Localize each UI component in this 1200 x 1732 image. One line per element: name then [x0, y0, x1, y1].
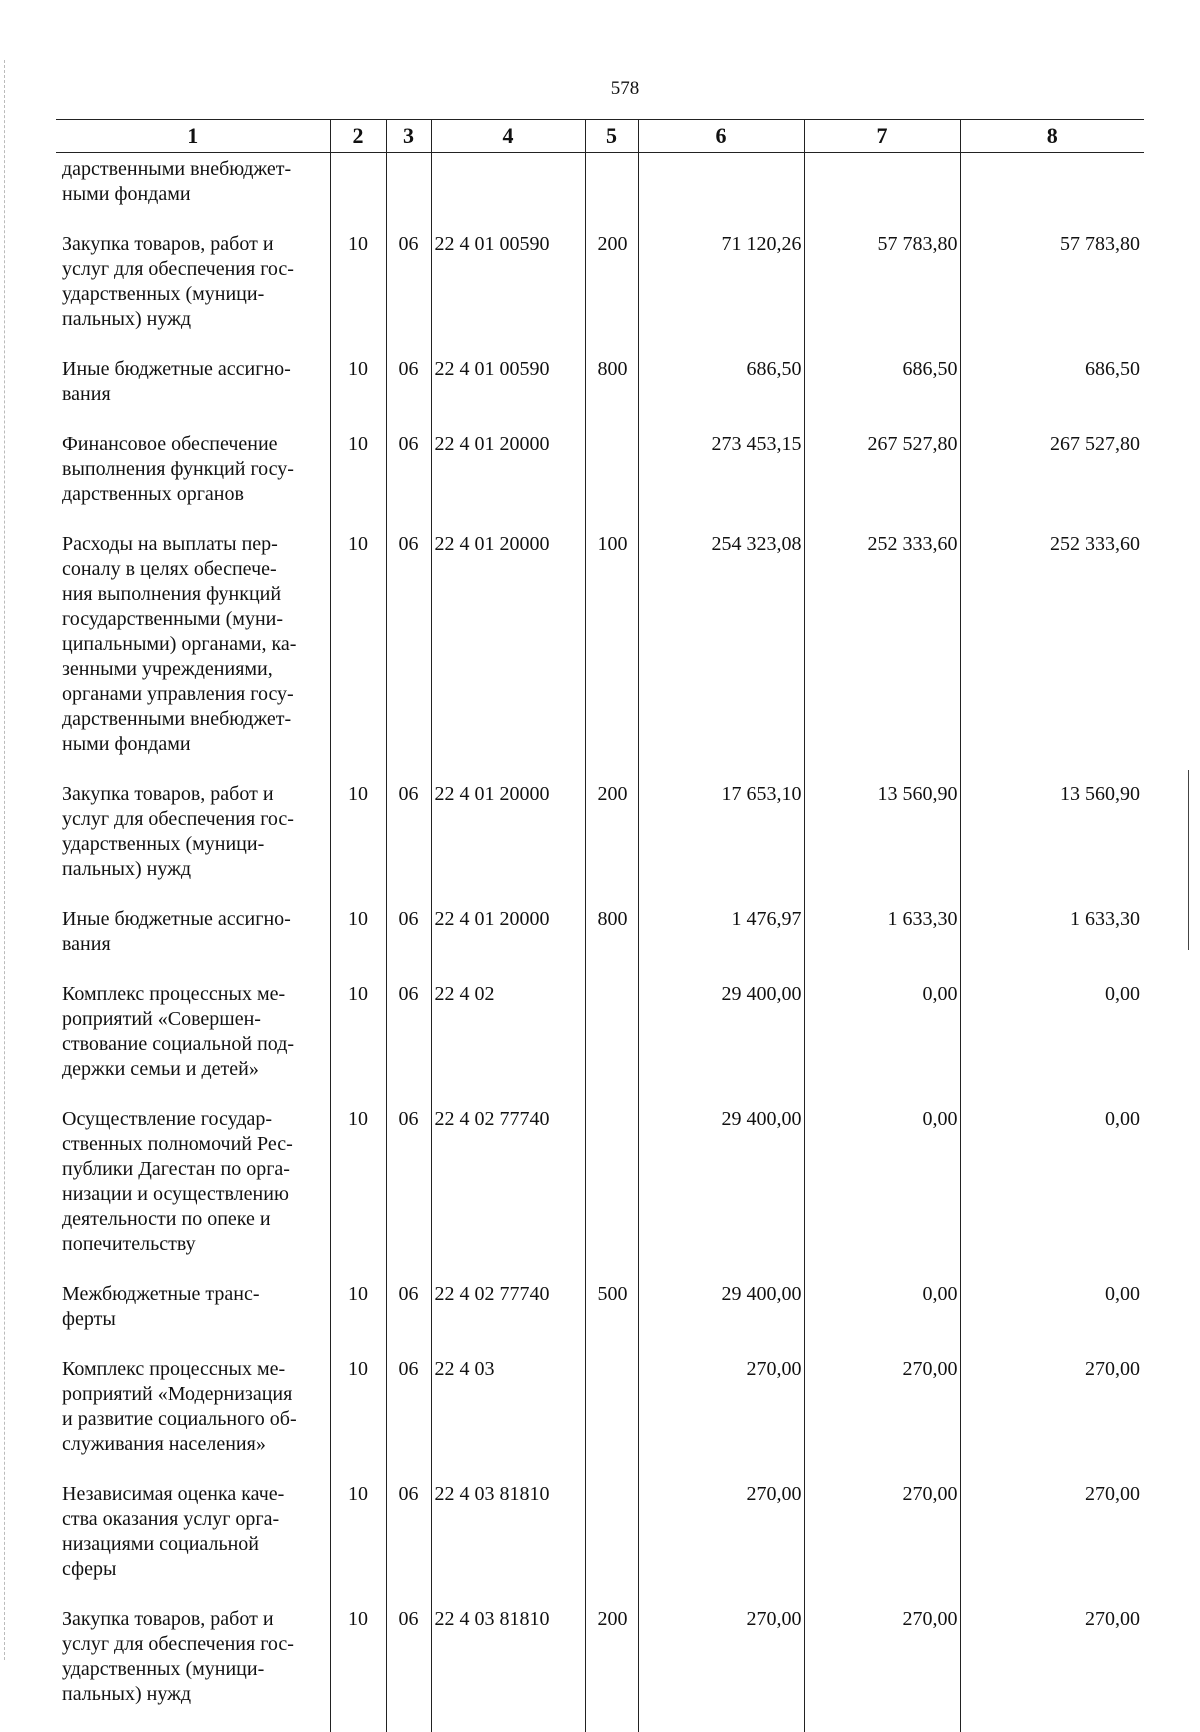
table-row: [56, 532, 1144, 782]
header-col-7: 7: [804, 120, 960, 153]
row-value-6: 270,00: [638, 1482, 804, 1607]
row-name: дарственными внебюджет- ными фондами: [62, 158, 292, 205]
row-subsection: 06: [386, 907, 431, 982]
row-target-code: 22 4 02 77740: [431, 1282, 585, 1357]
row-value-6: 29 400,00: [638, 982, 804, 1107]
row-target-code: 22 4 01 00590: [431, 232, 585, 357]
row-subsection: 06: [386, 532, 431, 782]
row-value-6: 270,00: [638, 1357, 804, 1482]
row-name: Независимая оценка каче- ства оказания услуг орга- низациями социальной сферы: [62, 1483, 285, 1580]
row-section: 10: [330, 782, 386, 907]
row-name: Закупка товаров, работ и услуг для обеспечения гос- ударственных (муници- пальных) нужд: [62, 233, 294, 330]
row-section: 10: [330, 357, 386, 432]
row-section: [330, 153, 386, 233]
row-value-7: 13 560,90: [804, 782, 960, 907]
row-section: 10: [330, 907, 386, 982]
row-subsection: 06: [386, 1607, 431, 1732]
row-value-7: 686,50: [804, 357, 960, 432]
row-value-6: 1 476,97: [638, 907, 804, 982]
row-value-7: [804, 153, 960, 233]
table-row: [56, 1357, 1144, 1482]
row-section: 10: [330, 1357, 386, 1482]
table-row: [56, 982, 1144, 1107]
row-section: 10: [330, 1482, 386, 1607]
row-subsection: 06: [386, 1282, 431, 1357]
row-subsection: 06: [386, 782, 431, 907]
header-row: [56, 120, 1144, 153]
header-col-5: 5: [585, 120, 638, 153]
row-section: 10: [330, 232, 386, 357]
row-section: 10: [330, 1107, 386, 1282]
row-expense-type: 500: [585, 1282, 638, 1357]
row-target-code: 22 4 01 00590: [431, 357, 585, 432]
scan-edge-mark: [1188, 770, 1189, 950]
row-target-code: 22 4 01 20000: [431, 907, 585, 982]
row-value-7: 0,00: [804, 1282, 960, 1357]
row-name: Комплекс процессных ме- роприятий «Совершен- ствование социальной под- держки семьи и детей»: [62, 983, 295, 1080]
row-name: Финансовое обеспечение выполнения функций госу- дарственных органов: [62, 433, 294, 505]
table-row: [56, 432, 1144, 532]
row-subsection: 06: [386, 1482, 431, 1607]
row-expense-type: 800: [585, 357, 638, 432]
row-expense-type: 200: [585, 232, 638, 357]
header-col-1: 1: [56, 120, 330, 153]
row-subsection: 06: [386, 432, 431, 532]
page-number: 578: [610, 78, 640, 99]
row-name: Иные бюджетные ассигно- вания: [62, 908, 291, 955]
table-row: [56, 1482, 1144, 1607]
row-value-6: 29 400,00: [638, 1282, 804, 1357]
row-expense-type: [585, 432, 638, 532]
row-value-8: 1 633,30: [960, 907, 1144, 982]
row-value-7: 1 633,30: [804, 907, 960, 982]
row-expense-type: 200: [585, 782, 638, 907]
row-value-6: 254 323,08: [638, 532, 804, 782]
row-subsection: 06: [386, 232, 431, 357]
row-value-8: 0,00: [960, 1107, 1144, 1282]
row-value-8: 270,00: [960, 1482, 1144, 1607]
row-subsection: [386, 153, 431, 233]
row-value-7: 0,00: [804, 1107, 960, 1282]
row-expense-type: 100: [585, 532, 638, 782]
row-value-7: 252 333,60: [804, 532, 960, 782]
row-value-7: 57 783,80: [804, 232, 960, 357]
row-name: Комплекс процессных ме- роприятий «Модернизация и развитие социального об- служивания населения»: [62, 1358, 297, 1455]
row-section: 10: [330, 982, 386, 1107]
row-section: 10: [330, 1282, 386, 1357]
row-target-code: 22 4 01 20000: [431, 532, 585, 782]
row-value-7: 270,00: [804, 1357, 960, 1482]
row-target-code: 22 4 02: [431, 982, 585, 1107]
row-subsection: 06: [386, 1357, 431, 1482]
row-value-8: 0,00: [960, 982, 1144, 1107]
row-name: Закупка товаров, работ и услуг для обеспечения гос- ударственных (муници- пальных) нужд: [62, 783, 294, 880]
table-row: [56, 1107, 1144, 1282]
row-value-7: 270,00: [804, 1607, 960, 1732]
table-row: [56, 782, 1144, 907]
row-value-7: 270,00: [804, 1482, 960, 1607]
table-row: [56, 153, 1144, 233]
row-value-8: 267 527,80: [960, 432, 1144, 532]
row-subsection: 06: [386, 357, 431, 432]
row-value-6: 17 653,10: [638, 782, 804, 907]
row-name: Осуществление государ- ственных полномочий Рес- публики Дагестан по орга- низации и осуществлению деятельности по опеке и попечительству: [62, 1108, 293, 1255]
row-subsection: 06: [386, 982, 431, 1107]
row-value-6: [638, 153, 804, 233]
table-row: [56, 1282, 1144, 1357]
row-expense-type: 800: [585, 907, 638, 982]
row-value-6: 270,00: [638, 1607, 804, 1732]
row-target-code: 22 4 01 20000: [431, 432, 585, 532]
row-name: Закупка товаров, работ и услуг для обеспечения гос- ударственных (муници- пальных) нужд: [62, 1608, 294, 1705]
row-subsection: 06: [386, 1107, 431, 1282]
row-target-code: [431, 153, 585, 233]
row-value-8: 270,00: [960, 1357, 1144, 1482]
row-value-8: 270,00: [960, 1607, 1144, 1732]
row-target-code: 22 4 01 20000: [431, 782, 585, 907]
row-expense-type: 200: [585, 1607, 638, 1732]
table-row: [56, 232, 1144, 357]
header-col-6: 6: [638, 120, 804, 153]
row-value-8: 13 560,90: [960, 782, 1144, 907]
table-row: [56, 357, 1144, 432]
row-value-8: 57 783,80: [960, 232, 1144, 357]
row-name: Расходы на выплаты пер- соналу в целях обеспече- ния выполнения функций государственными (муни- ципальными) органами, ка- зенными учреждениями, органами управления госу- дарственными внебюджет- ными фондами: [62, 533, 297, 755]
row-target-code: 22 4 03 81810: [431, 1607, 585, 1732]
row-expense-type: [585, 1482, 638, 1607]
row-expense-type: [585, 982, 638, 1107]
row-value-8: 0,00: [960, 1282, 1144, 1357]
header-col-3: 3: [386, 120, 431, 153]
row-name: Иные бюджетные ассигно- вания: [62, 358, 291, 405]
row-section: 10: [330, 432, 386, 532]
row-target-code: 22 4 03 81810: [431, 1482, 585, 1607]
row-value-7: 267 527,80: [804, 432, 960, 532]
budget-table: [56, 119, 1144, 1732]
row-section: 10: [330, 1607, 386, 1732]
row-target-code: 22 4 02 77740: [431, 1107, 585, 1282]
header-col-4: 4: [431, 120, 585, 153]
row-section: 10: [330, 532, 386, 782]
row-name: Межбюджетные транс- ферты: [62, 1283, 260, 1330]
header-col-8: 8: [960, 120, 1144, 153]
table-row: [56, 907, 1144, 982]
row-expense-type: [585, 1107, 638, 1282]
row-value-7: 0,00: [804, 982, 960, 1107]
scan-margin-line: [4, 60, 5, 1660]
row-value-8: 252 333,60: [960, 532, 1144, 782]
table-row: [56, 1607, 1144, 1732]
row-target-code: 22 4 03: [431, 1357, 585, 1482]
row-value-6: 273 453,15: [638, 432, 804, 532]
row-value-6: 686,50: [638, 357, 804, 432]
header-col-2: 2: [330, 120, 386, 153]
row-value-6: 71 120,26: [638, 232, 804, 357]
row-expense-type: [585, 153, 638, 233]
row-expense-type: [585, 1357, 638, 1482]
row-value-8: [960, 153, 1144, 233]
row-value-8: 686,50: [960, 357, 1144, 432]
row-value-6: 29 400,00: [638, 1107, 804, 1282]
